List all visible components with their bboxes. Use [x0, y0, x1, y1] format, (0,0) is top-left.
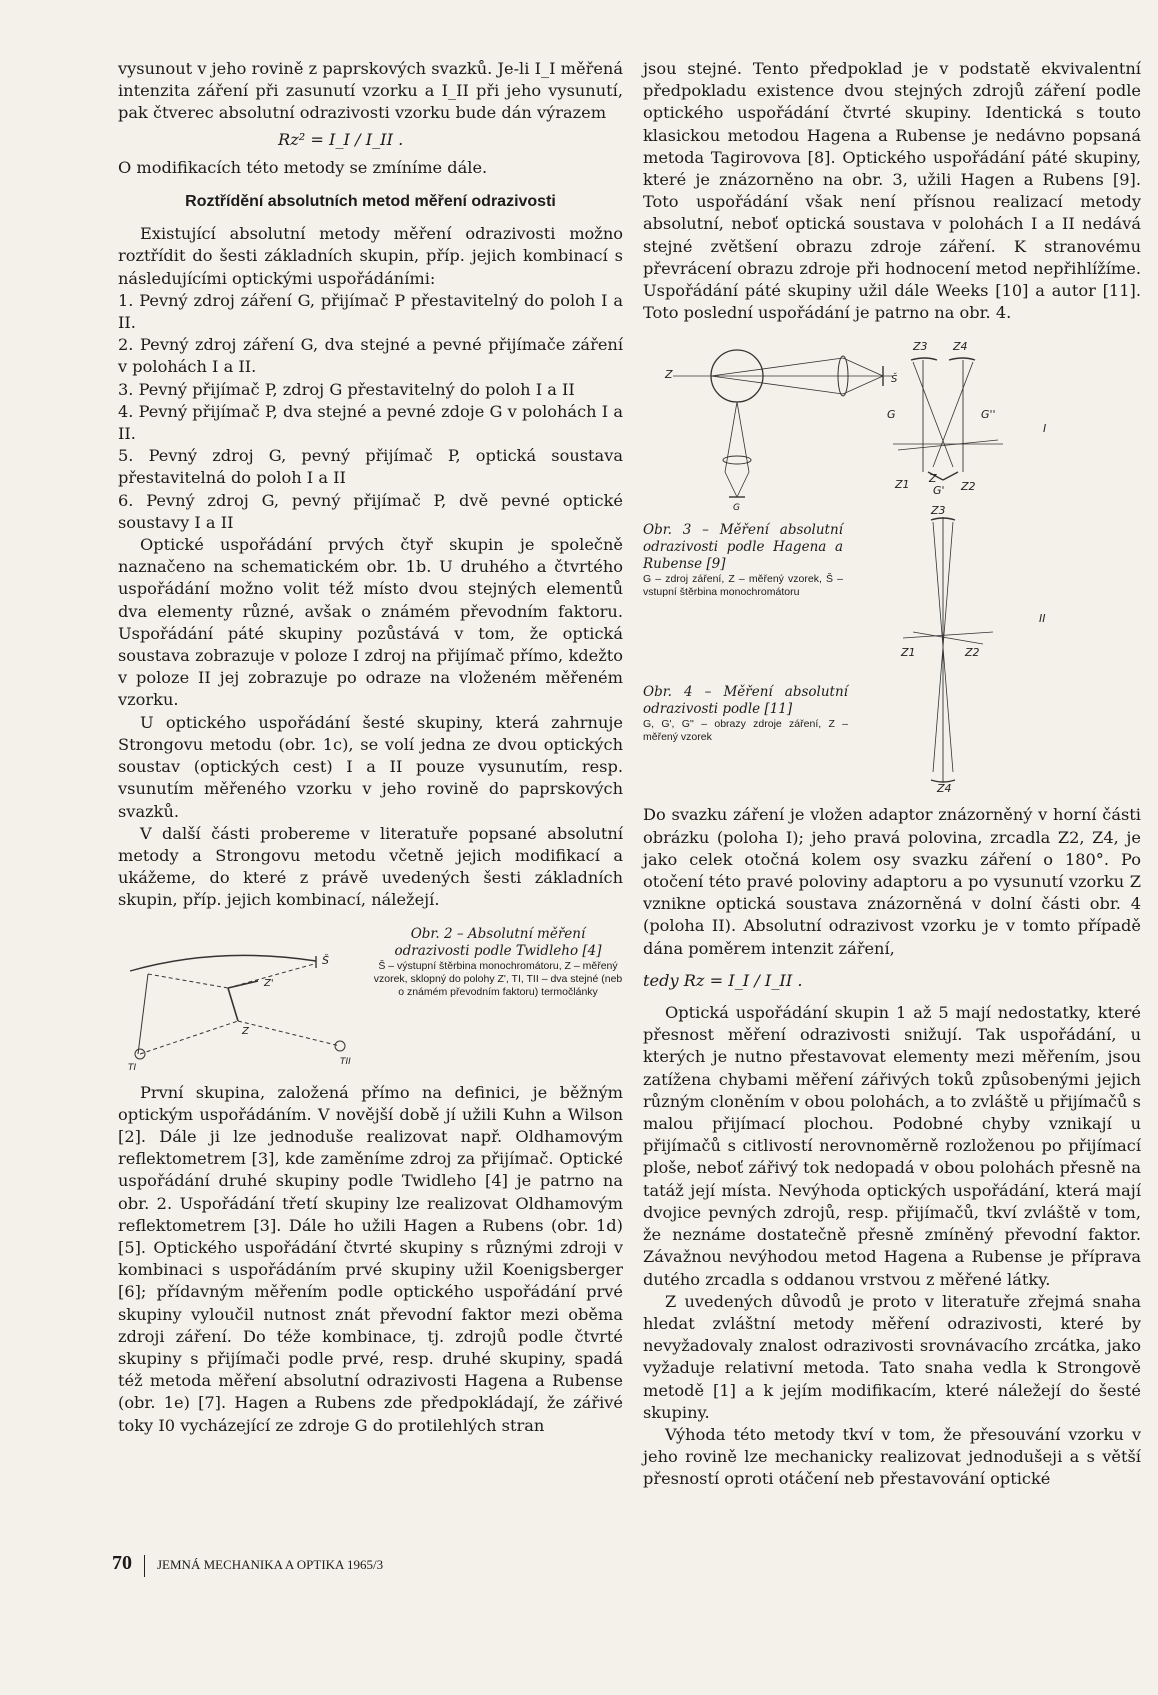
figure-label: G [733, 503, 740, 513]
figure-2-diagram [118, 926, 358, 1071]
paragraph: U optického uspořádání šesté skupiny, která zahrnuje Strongovu metodu (obr. 1c), se volí jedna ze dvou optických soustav (optických cest) I a II pouze vysunutím, resp. vsunutím měřeného vzorku v jeho rovině do paprskových svazků. [118, 712, 623, 821]
figure-label: G' [933, 484, 945, 498]
figure-label: Z3 [913, 340, 928, 354]
figure-label: Z' [264, 977, 274, 989]
right-column [643, 58, 1141, 1491]
list-item: 6. Pevný zdroj G, pevný přijímač P, dvě pevné optické soustavy I a II [118, 490, 623, 532]
paragraph: Z uvedených důvodů je proto v literatuře zřejmá snaha hledat zvláštní metody měření odrazivosti, které by nevyžadovaly znalost odrazivosti srovnávacího zrcátka, jako vyžaduje relativní metoda. Tato snaha vedla k Strongově metodě [1] a k jejím modifikacím, které náležejí do šesté skupiny. [643, 1291, 1141, 1422]
list-item: 3. Pevný přijímač P, zdroj G přestavitelný do poloh I a II [118, 379, 575, 399]
equation: tedy Rz = I_I / I_II . [643, 970, 803, 990]
figure-4-caption [643, 684, 848, 744]
figure-label: Z3 [931, 504, 946, 518]
paragraph: První skupina, založená přímo na definici, je běžným optickým uspořádáním. V novější době jí užili Kuhn a Wilson [2]. Dále ji lze jednoduše realizovat např. Oldhamovým reflektometrem [3], kde zaměníme zdroj za přijímač. Optické uspořádání druhé skupiny podle Twidleho [4] je patrno na obr. 2. Uspořádání třetí skupiny lze realizovat Oldhamovým reflektometrem [3]. Dále ho užili Hagen a Rubens (obr. 1d) [5]. Optického uspořádání čtvrté skupiny s různými zdroji v kombinaci s uspořádáním prvé skupiny užil Koenigsberger [6]; přídavným měřením podle optického uspořádání prvé skupiny vyloučil nutnost znát převodní faktor mezi oběma zdroji záření. Do téže kombinace, tj. zdrojů podle čtvrté skupiny s přijímači podle prvé, resp. druhé skupiny, spadá též metoda měření absolutní odrazivosti Hagena a Rubense (obr. 1e) [7]. Hagen a Rubens zde předpokládají, že zářivé toky I0 vycházející ze zdroje G do protilehlých stran [118, 1082, 623, 1435]
figure-label: TII [340, 1056, 351, 1067]
paragraph: vysunout v jeho rovině z paprskových svazků. Je-li I_I měřená intenzita záření při zasunutí vzorku a I_II při jeho vysunutí, pak čtverec absolutní odrazivosti vzorku bude dán výrazem [118, 59, 623, 123]
figure-3-caption [643, 522, 843, 599]
list-item: 5. Pevný zdroj G, pevný přijímač P, optická soustava přestavitelná do poloh I a II [118, 446, 623, 488]
figure-label: Z1 [901, 646, 916, 660]
list-item: 4. Pevný přijímač P, dva stejné a pevné zdoje G v polohách I a II. [118, 401, 623, 444]
figure-label: Š [322, 953, 329, 967]
figure-4-diagram [853, 332, 1143, 792]
paragraph: O modifikacích této metody se zmíníme dále. [118, 157, 488, 177]
paragraph: Optické uspořádání prvých čtyř skupin je společně naznačeno na schematickém obr. 1b. U druhého a čtvrtého uspořádání možno volit též místo dvou stejných elementů dva elementy různé, avšak o známém převodním faktoru. Uspořádání páté skupiny pozůstává v tom, že optická soustava zobrazuje v poloze I zdroj na přijímač přímo, kdežto v poloze II jej zobrazuje po odraze na vloženém měřeném vzorku. [118, 535, 623, 710]
figure-legend: Š – výstupní štěrbina monochromátoru, Z – měřený vzorek, sklopný do polohy Z', TI, TII – dva stejné (neb o známém převodním faktoru) termočlánky [373, 959, 623, 998]
figure-label: Š [891, 374, 898, 386]
figure-label: Z4 [953, 340, 968, 354]
figure-label: TI [128, 1062, 137, 1071]
method-list [118, 290, 623, 534]
figure-title: Obr. 2 – Absolutní měření odrazivosti podle Twidleho [4] [394, 925, 602, 959]
page-number: 70 [112, 1552, 132, 1574]
divider [144, 1555, 145, 1577]
paragraph: jsou stejné. Tento předpoklad je v podstatě ekvivalentní předpokladu existence dvou stejných zdrojů záření podle optického uspořádání čtvrté skupiny. Identická s touto klasickou metodou Hagena a Rubense je nedávno popsaná metoda Tagirovova [8]. Optického uspořádání páté skupiny, které je znázorněno na obr. 3, užili Hagen a Rubens [9]. Toto uspořádání však není přísnou realizací metody absolutní, neboť optická soustava v polohách I a II nedává stejné zvětšení obrazu zdroje záření. K stranovému převrácení obrazu zdroje při hodnocení metod nepřihlížíme. Uspořádání páté skupiny užil dále Weeks [10] a autor [11]. Toto poslední uspořádání je patrno na obr. 4. [643, 59, 1141, 323]
figure-label: Z [242, 1025, 249, 1037]
left-column [118, 58, 623, 1437]
figure-label: G [887, 408, 896, 422]
figure-label: Z2 [961, 480, 976, 494]
figure-label: Z [665, 368, 673, 382]
figure-legend: G, G', G'' – obrazy zdroje záření, Z – měřený vzorek [643, 718, 848, 744]
figure-label: Z2 [965, 646, 980, 660]
page-footer [112, 1552, 383, 1577]
figure-2 [118, 926, 623, 1076]
figure-legend: G – zdroj záření, Z – měřený vzorek, Š – vstupní štěrbina monochromátoru [643, 573, 843, 599]
figures-3-4 [643, 332, 1141, 800]
figure-title: Obr. 4 – Měření absolutní odrazivosti podle [11] [643, 684, 848, 718]
paragraph: Optická uspořádání skupin 1 až 5 mají nedostatky, které přesnost měření odrazivosti snižují. Tak uspořádání, u kterých je nutno přestavovat elementy mezi měřením, jsou zatížena chybami měření zářivých toků způsobenými jejich různým cloněním v obou polohách, a to zvláště u přijímačů s malou přijímací plochou. Podobné chyby vznikají u přijímačů s citlivostí nerovnoměrně rozloženou po přijímací ploše, neboť zářivý tok nedopadá v obou polohách přesně na tatáž její místa. Nevýhoda optických uspořádání, která mají dvojice pevných zdrojů, resp. přijímačů, tkví zvláště v tom, že neznáme dostatečně přesně zmíněný převodní faktor. Závažnou nevýhodou metod Hagena a Rubense je příprava dutého zrcadla s oddanou vrstvou z měřené látky. [643, 1003, 1141, 1289]
figure-2-caption [373, 926, 623, 999]
figure-label: Z [929, 472, 937, 486]
equation: Rz² = I_I / I_II . [278, 129, 404, 149]
figure-label: G'' [981, 408, 996, 422]
figure-label: I [1043, 422, 1047, 436]
list-item: 2. Pevný zdroj záření G, dva stejné a pevné přijímače záření v polohách I a II. [118, 335, 623, 377]
figure-title: Obr. 3 – Měření absolutní odrazivosti podle Hagena a Rubense [9] [643, 522, 843, 573]
journal-name: JEMNÁ MECHANIKA A OPTIKA 1965/3 [157, 1557, 384, 1572]
figure-label: Z1 [895, 478, 910, 492]
figure-label: Z4 [937, 782, 952, 793]
list-item: 1. Pevný zdroj záření G, přijímač P přestavitelný do poloh I a II. [118, 290, 623, 333]
paragraph: Existující absolutní metody měření odrazivosti možno roztřídit do šesti základních skupin, příp. jejich kombinací s následujícími optickými uspořádáními: [118, 224, 623, 288]
paragraph: Do svazku záření je vložen adaptor znázorněný v horní části obrázku (poloha I); jeho pravá polovina, zrcadla Z2, Z4, je jako celek otočná kolem osy svazku záření o 180°. Po otočení této pravé poloviny adaptoru a po vysunutí vzorku Z vznikne optická soustava znázorněná v dolní části obr. 4 (poloha II). Absolutní odrazivost vzorku je v tomto případě dána poměrem intenzit záření, [643, 805, 1141, 958]
figure-label: II [1039, 612, 1046, 626]
section-heading: Roztřídění absolutních metod měření odrazivosti [185, 193, 556, 211]
paragraph: V další části probereme v literatuře popsané absolutní metody a Strongovu metodu včetně jejich modifikací a ukážeme, do které z právě uvedených šesti základních skupin, příp. jejich kombinací, náležejí. [118, 823, 623, 910]
paragraph: Výhoda této metody tkví v tom, že přesouvání vzorku v jeho rovině lze mechanicky realizovat jednodušeji a s větší přesností oproti otáčení neb přestavování optické [643, 1424, 1141, 1489]
